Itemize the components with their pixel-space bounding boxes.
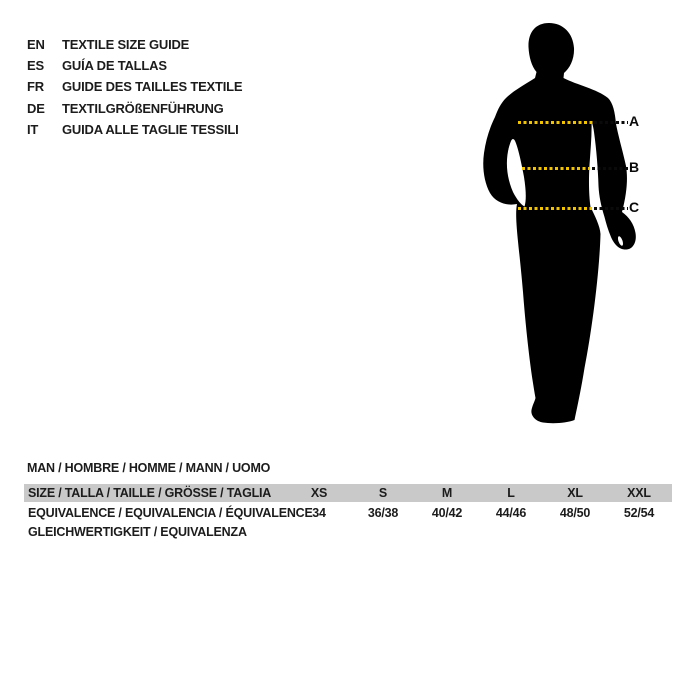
size-cell-xs: XS <box>310 486 328 500</box>
size-cell-l: L <box>507 486 515 500</box>
language-title: GUIDA ALLE TAGLIE TESSILI <box>62 121 239 137</box>
language-title: GUÍA DE TALLAS <box>62 58 167 74</box>
measurement-label-b: B <box>629 159 640 175</box>
size-cell-xxl: XXL <box>627 486 651 500</box>
chest-line-dotted-extension <box>594 121 628 124</box>
language-title: TEXTILGRÖßENFÜHRUNG <box>62 100 224 116</box>
language-title: GUIDE DES TAILLES TEXTILE <box>62 79 243 95</box>
equivalence-cell-l: 44/46 <box>495 506 527 520</box>
equivalence-label-line1: EQUIVALENCE / EQUIVALENCIA / ÉQUIVALENCE <box>28 506 313 520</box>
size-cell-xl: XL <box>567 486 583 500</box>
language-title: TEXTILE SIZE GUIDE <box>62 37 190 53</box>
size-header-row <box>24 484 672 502</box>
hip-line-dotted-extension <box>594 207 628 210</box>
equivalence-row-label <box>24 504 313 542</box>
chest-line-dotted-yellow <box>518 121 593 124</box>
equivalence-cell-xxl: 52/54 <box>623 506 655 520</box>
language-code: IT <box>27 121 39 137</box>
equivalence-cell-m: 40/42 <box>431 506 463 520</box>
hip-line-dotted-yellow <box>518 207 592 210</box>
size-table-title: MAN / HOMBRE / HOMME / MANN / UOMO <box>27 461 271 475</box>
equivalence-cell-xs: 34 <box>312 506 326 520</box>
language-code: ES <box>27 58 44 74</box>
language-code: FR <box>27 79 44 95</box>
size-cell-m: M <box>441 486 453 500</box>
waist-line-dotted-yellow <box>522 167 590 170</box>
measurement-label-a: A <box>629 113 640 129</box>
size-table <box>24 484 672 542</box>
equivalence-row <box>24 504 672 542</box>
size-row-label: SIZE / TALLA / TAILLE / GRÖSSE / TAGLIA <box>28 486 272 500</box>
waist-line-dotted-extension <box>592 167 628 170</box>
language-code: DE <box>27 100 45 116</box>
language-code: EN <box>27 37 45 53</box>
man-body-shape <box>483 23 636 423</box>
measurement-label-c: C <box>629 199 640 215</box>
size-cell-s: S <box>378 486 388 500</box>
equivalence-label-line2: GLEICHWERTIGKEIT / EQUIVALENZA <box>28 525 247 539</box>
equivalence-cell-s: 36/38 <box>367 506 399 520</box>
equivalence-cell-xl: 48/50 <box>559 506 591 520</box>
